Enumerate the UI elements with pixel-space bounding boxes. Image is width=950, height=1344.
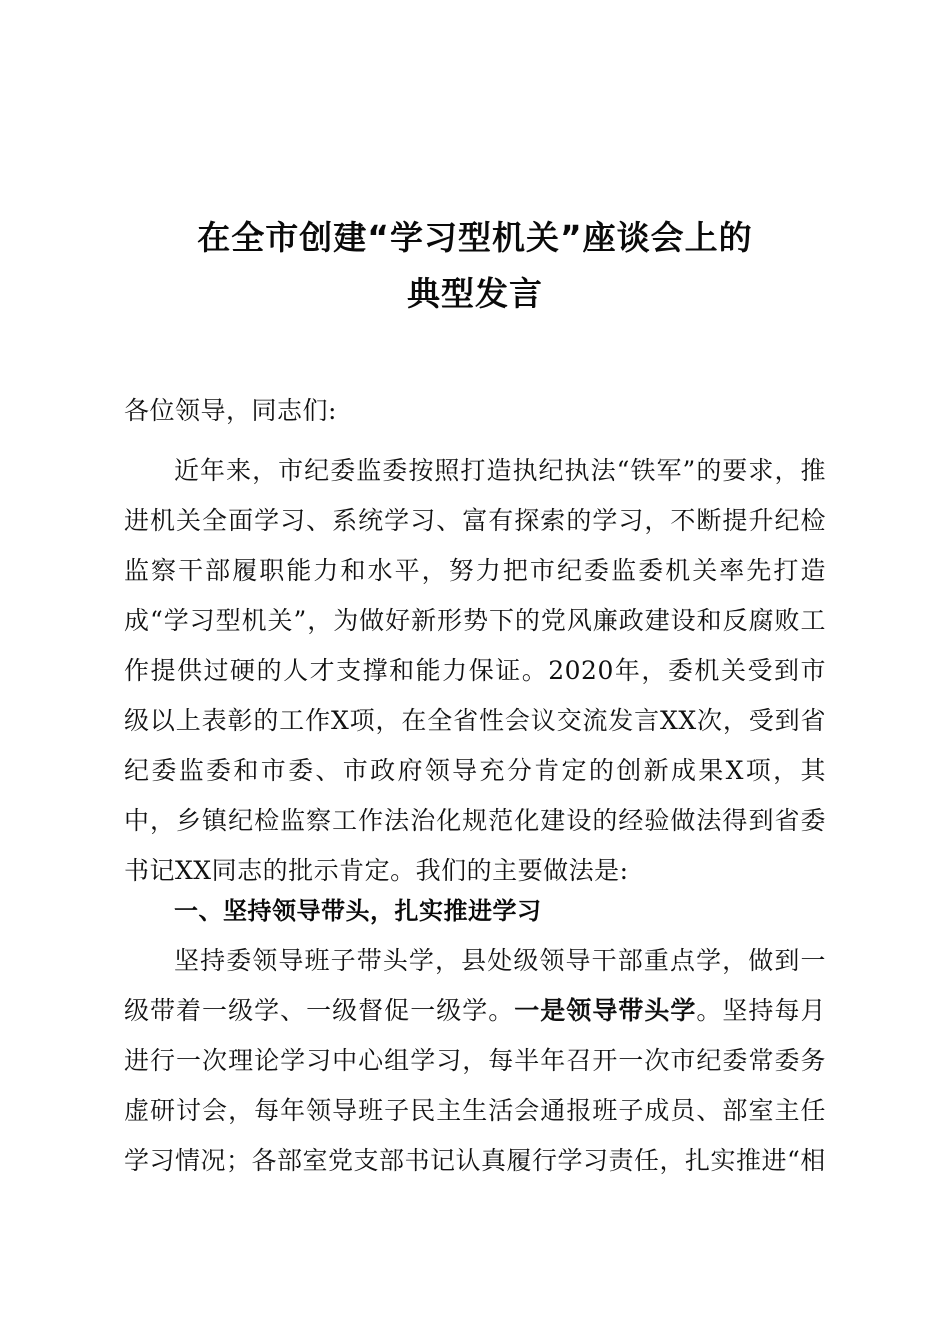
paragraph-section1-emphasis: 一是领导带头学 [514,996,697,1025]
paragraph-section1-text-b: 。坚持每月进行一次理论学习中心组学习，每半年召开一次市纪委常委务虚研讨会，每年领导班子民主生活会通报班子成员、部室主任学习情况；各部室党支部书记认真履行学习责任，扎实推进“相 [124,996,826,1175]
salutation: 各位领导，同志们: [124,396,337,425]
paragraph-section1-text-a: 坚持委领导班子带头学，县处级领导干部重点学，做到一级带着一级学、一级督促一级学。 [124,946,826,1025]
document-title [0,210,950,322]
section-heading-1: 一、坚持领导带头，扎实推进学习 [174,897,542,925]
title-line-1: 在全市创建“学习型机关”座谈会上的 [197,218,753,257]
paragraph-section1 [124,936,826,1186]
title-line-2: 典型发言 [407,274,543,313]
paragraph-intro: 近年来，市纪委监委按照打造执纪执法“铁军”的要求，推进机关全面学习、系统学习、富有探索的学习，不断提升纪检监察干部履职能力和水平，努力把市纪委监委机关率先打造成“学习型机关”，为做好新形势下的党风廉政建设和反腐败工作提供过硬的人才支撑和能力保证。2020年，委机关受到市级以上表彰的工作X项，在全省性会议交流发言XX次，受到省纪委监委和市委、市政府领导充分肯定的创新成果X项，其中，乡镇纪检监察工作法治化规范化建设的经验做法得到省委书记XX同志的批示肯定。我们的主要做法是: [124,456,826,885]
